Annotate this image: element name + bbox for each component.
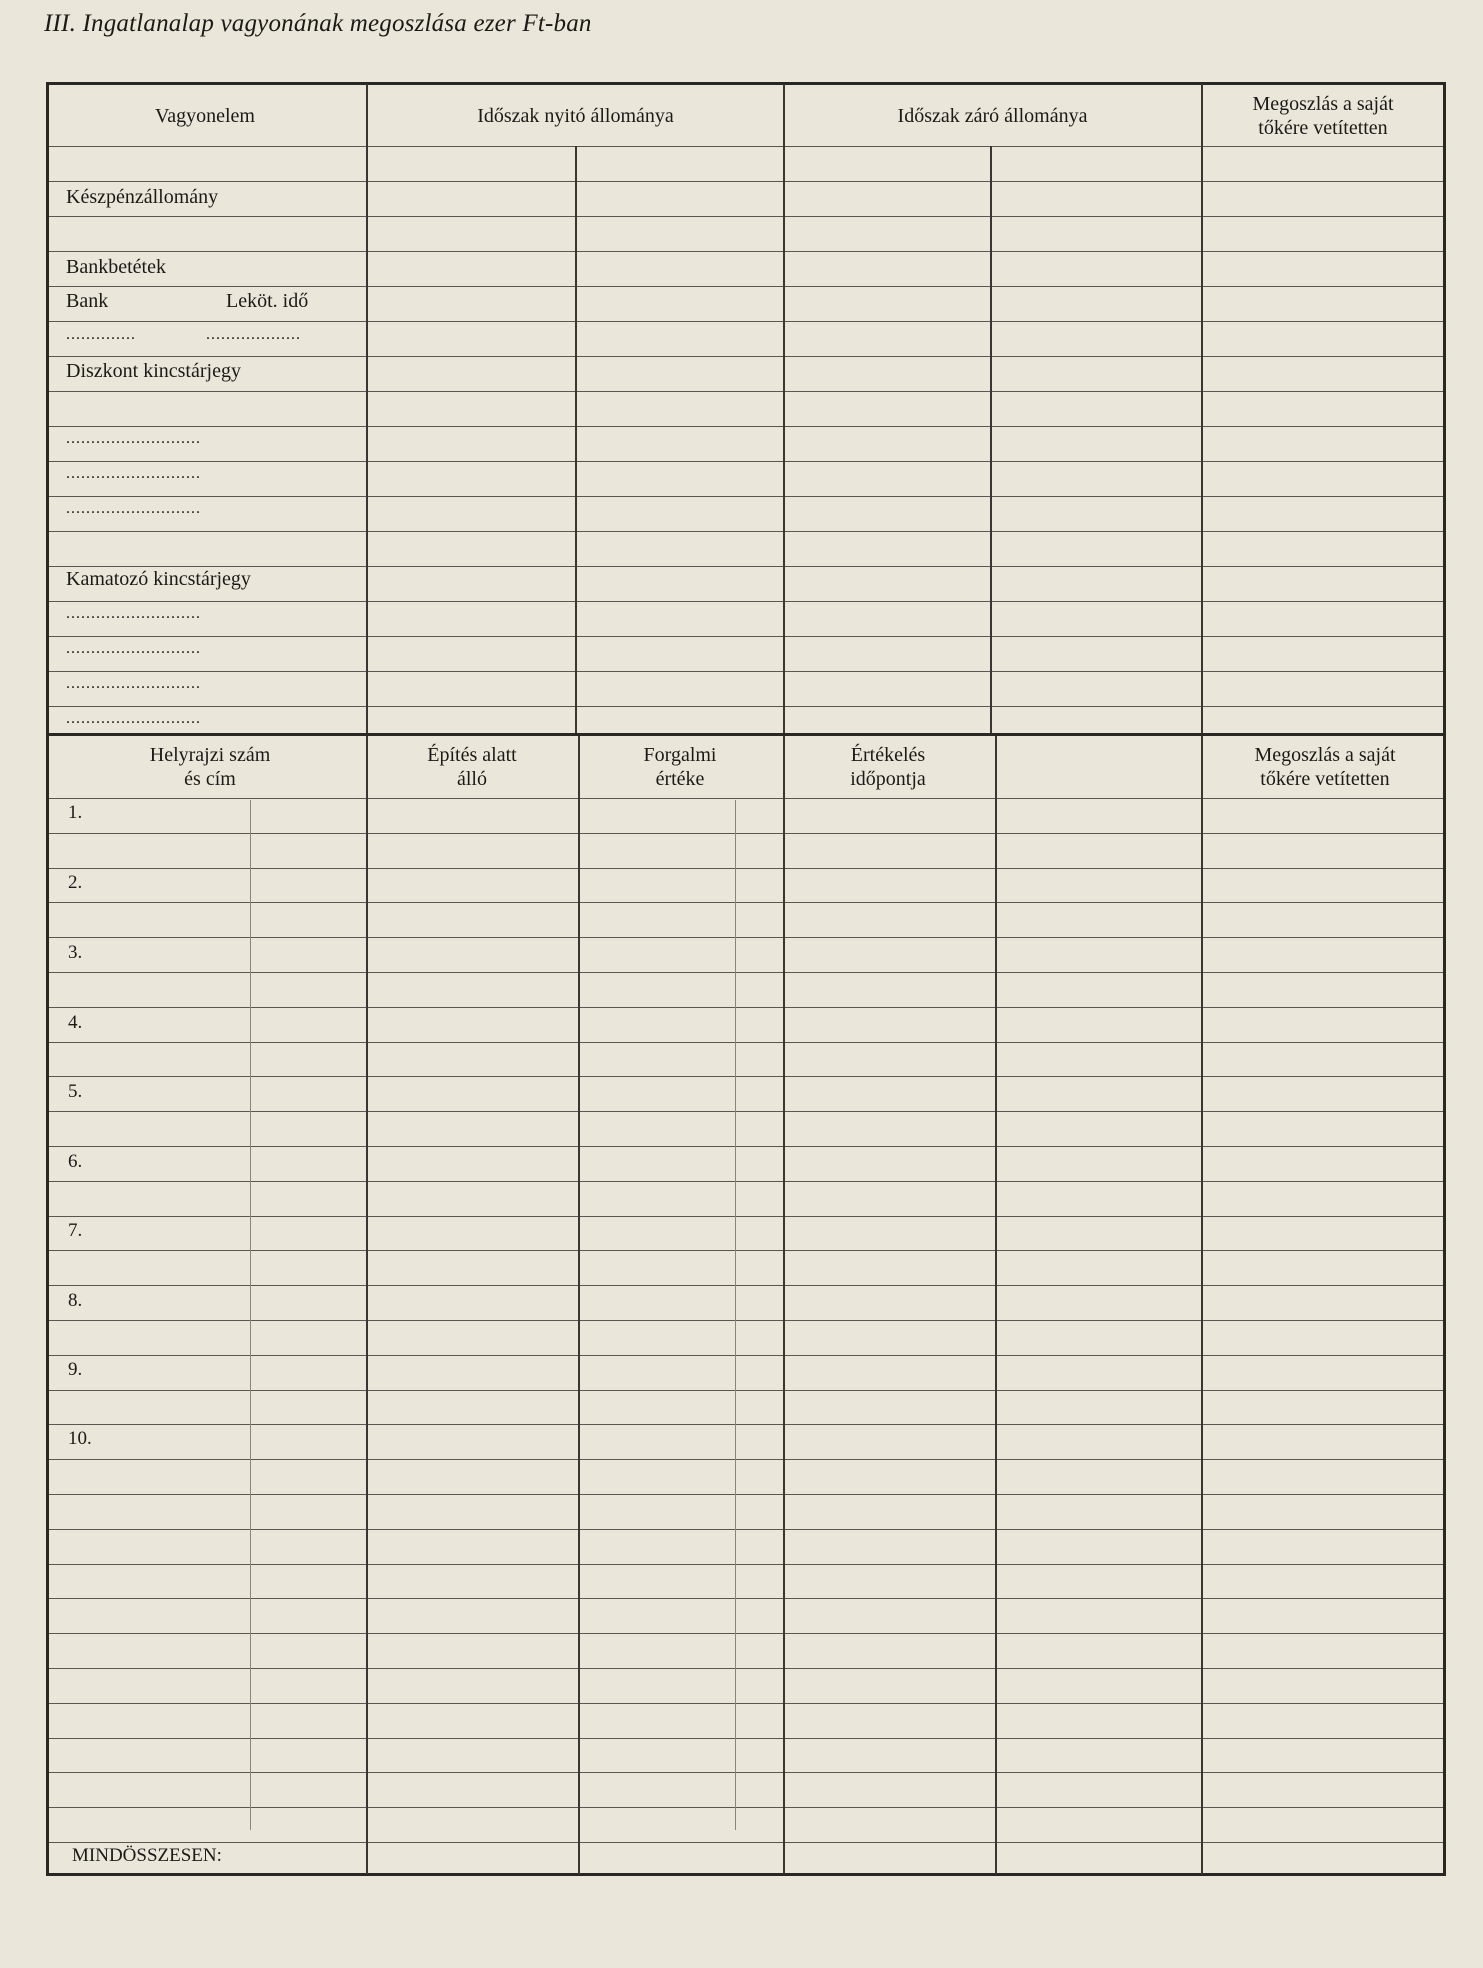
bottom-rule-7 [49,1042,1443,1043]
top-rule-12 [49,566,1443,567]
header-epites-alatt: Építés alatt álló [427,744,517,790]
header-megoszlas-bottom: Megoszlás a saját tőkére vetítetten [1254,744,1396,790]
bottom-rule-11 [49,1181,1443,1182]
faint-line-1 [250,800,251,1830]
fill-line-diszkont-1: ........................... [66,430,201,447]
top-rule-6 [49,356,1443,357]
bottom-rule-13 [49,1250,1443,1251]
row-label-kamatozo: Kamatozó kincstárjegy [66,568,251,590]
top-rule-7 [49,391,1443,392]
bottom-rule-21 [49,1529,1443,1530]
row-number-4: 4. [68,1012,83,1033]
top-rule-2 [49,216,1443,217]
bottom-rule-8 [49,1076,1443,1077]
bottom-rule-14 [49,1285,1443,1286]
asset-distribution-form [46,82,1446,1876]
bottom-rule-23 [49,1598,1443,1599]
col-line-5 [1201,84,1203,1874]
top-rule-15 [49,671,1443,672]
col-line-3 [783,84,785,1874]
fill-line-lekot-ido: ................... [206,326,301,343]
bottom-rule-5 [49,972,1443,973]
top-rule-16 [49,706,1443,707]
bottom-rule-9 [49,1111,1443,1112]
total-label: MINDÖSSZESEN: [72,1845,222,1866]
row-number-7: 7. [68,1220,83,1241]
fill-line-kamatozo-3: ........................... [66,675,201,692]
col-line-4-top [990,146,992,733]
bottom-rule-18 [49,1424,1443,1425]
faint-line-2 [735,800,736,1830]
bottom-rule-29 [49,1807,1443,1808]
bottom-rule-4 [49,937,1443,938]
row-number-10: 10. [68,1428,92,1449]
col-line-2-top [575,146,577,733]
col-line-1 [366,84,368,1874]
header-megoszlas: Megoszlás a saját tőkére vetítetten [1252,93,1394,139]
top-rule-3 [49,251,1443,252]
bottom-rule-20 [49,1494,1443,1495]
header-ertekeles-idopontja: Értékelés időpontja [850,744,926,790]
header-forgalmi-erteke: Forgalmi értéke [643,744,717,790]
bottom-rule-26 [49,1703,1443,1704]
bottom-rule-15 [49,1320,1443,1321]
fill-line-kamatozo-1: ........................... [66,605,201,622]
row-number-9: 9. [68,1359,83,1380]
row-number-2: 2. [68,872,83,893]
bottom-rule-1 [49,833,1443,834]
top-rule-13 [49,601,1443,602]
bottom-rule-10 [49,1146,1443,1147]
bottom-rule-0 [49,798,1443,799]
bottom-rule-24 [49,1633,1443,1634]
row-number-5: 5. [68,1081,83,1102]
header-vagyonelem: Vagyonelem [155,105,255,127]
top-rule-4 [49,286,1443,287]
bottom-rule-25 [49,1668,1443,1669]
col-line-2-bottom [578,736,580,1874]
row-number-3: 3. [68,942,83,963]
bottom-rule-2 [49,868,1443,869]
top-rule-0 [49,146,1443,147]
row-label-bankbetetek: Bankbetétek [66,256,166,278]
row-label-bank: Bank [66,290,109,312]
fill-line-bank-name: .............. [66,326,136,343]
bottom-rule-30 [49,1842,1443,1843]
section-divider [46,733,1446,736]
row-label-lekot-ido: Leköt. idő [226,290,309,312]
fill-line-kamatozo-4: ........................... [66,710,201,727]
header-zaro-allomany: Időszak záró állománya [897,105,1088,127]
bottom-rule-16 [49,1355,1443,1356]
bottom-rule-17 [49,1390,1443,1391]
row-label-keszpenz: Készpénzállomány [66,186,219,208]
top-rule-11 [49,531,1443,532]
header-nyito-allomany: Időszak nyitó állománya [477,105,674,127]
row-number-8: 8. [68,1290,83,1311]
top-rule-8 [49,426,1443,427]
top-rule-5 [49,321,1443,322]
fill-line-diszkont-2: ........................... [66,465,201,482]
bottom-rule-19 [49,1459,1443,1460]
row-number-6: 6. [68,1151,83,1172]
fill-line-diszkont-3: ........................... [66,500,201,517]
page-title: III. Ingatlanalap vagyonának megoszlása ezer Ft-ban [44,10,592,37]
top-rule-1 [49,181,1443,182]
row-number-1: 1. [68,802,83,823]
top-rule-14 [49,636,1443,637]
col-line-4-bottom [995,736,997,1874]
bottom-rule-3 [49,902,1443,903]
bottom-rule-28 [49,1772,1443,1773]
bottom-rule-12 [49,1216,1443,1217]
bottom-rule-27 [49,1738,1443,1739]
header-helyrajzi-szam: Helyrajzi szám és cím [149,744,271,790]
row-label-diszkont: Diszkont kincstárjegy [66,360,241,382]
bottom-rule-22 [49,1564,1443,1565]
fill-line-kamatozo-2: ........................... [66,640,201,657]
top-rule-10 [49,496,1443,497]
top-rule-9 [49,461,1443,462]
bottom-rule-6 [49,1007,1443,1008]
